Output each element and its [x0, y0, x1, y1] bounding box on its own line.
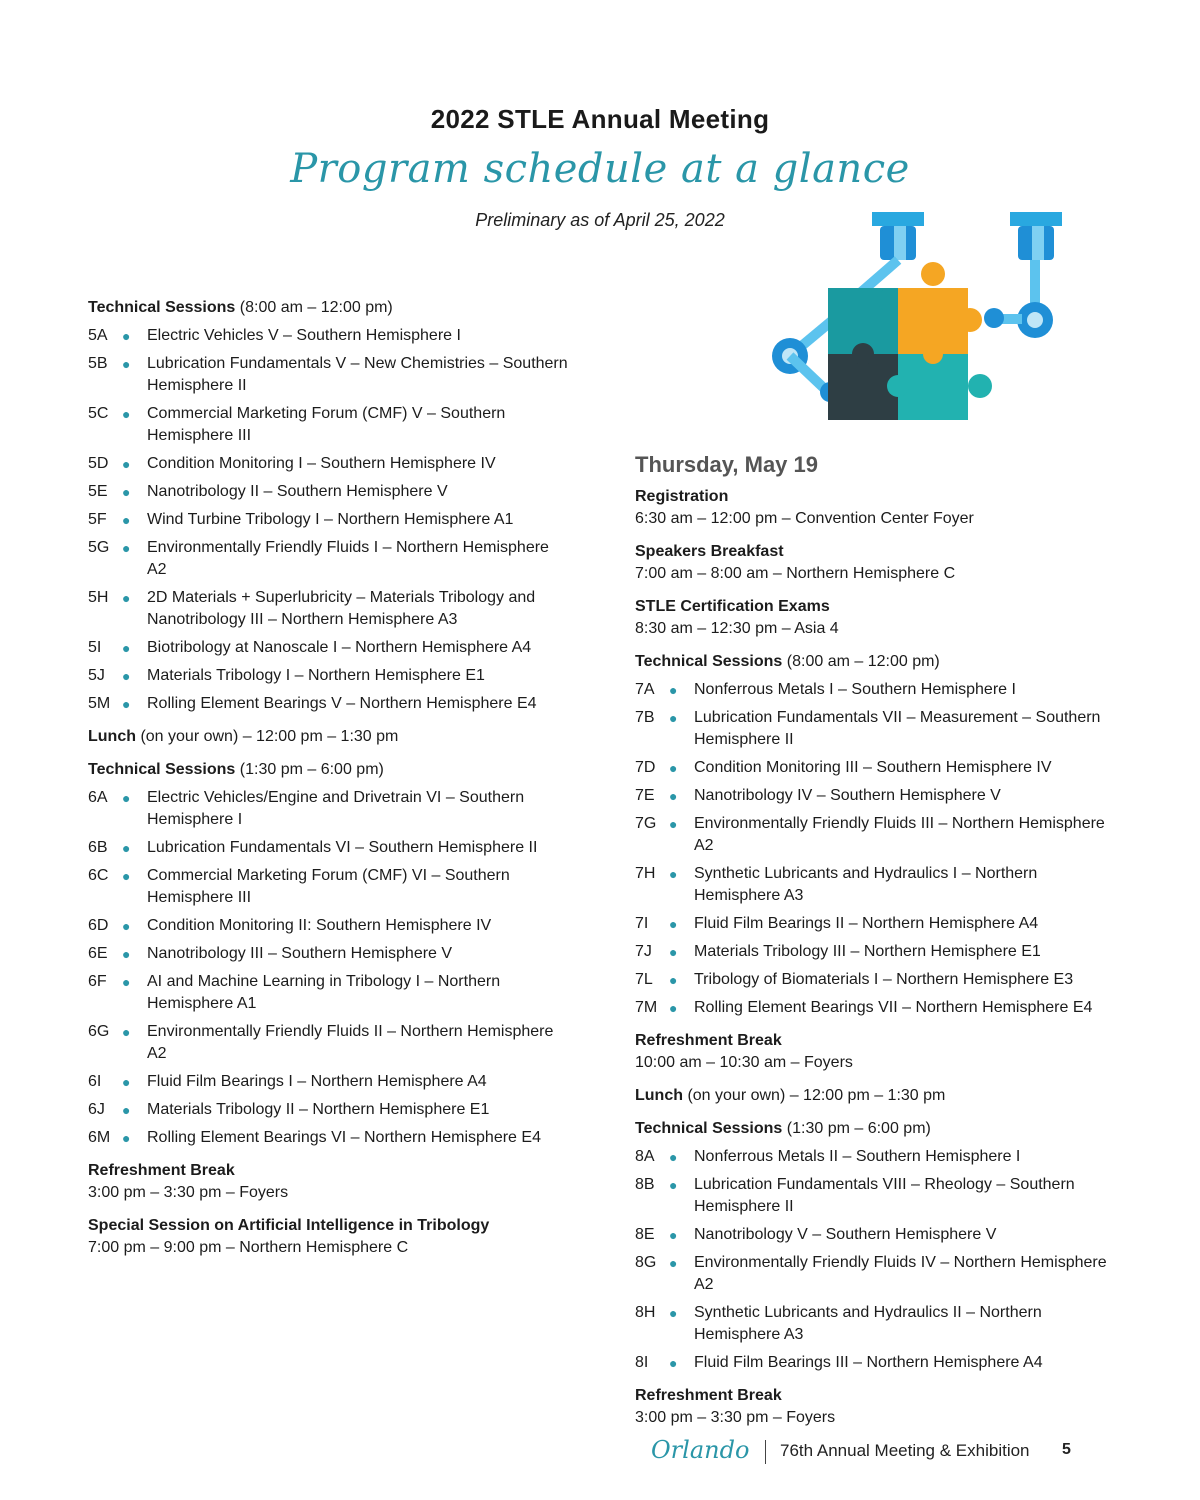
bullet-icon: ●	[122, 512, 131, 528]
group-heading	[635, 541, 1115, 563]
session-code: 7H	[635, 865, 656, 882]
schedule-group	[88, 1215, 568, 1259]
group-heading-label: Technical Sessions	[88, 761, 236, 778]
session-code: 7M	[635, 999, 658, 1016]
footer-city: Orlando	[651, 1436, 750, 1464]
session-code: 5I	[88, 639, 102, 656]
session-row	[88, 1099, 568, 1121]
session-row	[635, 863, 1115, 907]
schedule-group	[88, 297, 568, 715]
session-row	[635, 813, 1115, 857]
session-row	[635, 1252, 1115, 1296]
schedule-group	[635, 596, 1115, 640]
group-heading	[635, 1118, 1115, 1140]
session-row	[635, 1302, 1115, 1346]
session-row	[635, 1146, 1115, 1168]
session-code: 7L	[635, 971, 653, 988]
group-heading-note: (on your own) – 12:00 pm – 1:30 pm	[683, 1087, 946, 1104]
schedule-group	[635, 541, 1115, 585]
session-title: Commercial Marketing Forum (CMF) V – Southern Hemisphere III	[147, 405, 506, 444]
schedule-group	[635, 1385, 1115, 1429]
session-row	[88, 403, 568, 447]
group-heading-label: Speakers Breakfast	[635, 543, 784, 560]
session-code: 5M	[88, 695, 111, 712]
session-code: 6I	[88, 1073, 102, 1090]
group-heading	[88, 759, 568, 781]
session-row	[635, 1352, 1115, 1374]
bullet-icon: ●	[669, 1000, 678, 1016]
group-heading-note: (1:30 pm – 6:00 pm)	[782, 1120, 931, 1137]
session-code: 5G	[88, 539, 110, 556]
session-title: Environmentally Friendly Fluids IV – Northern Hemisphere A2	[694, 1254, 1107, 1293]
session-code: 5D	[88, 455, 109, 472]
session-title: AI and Machine Learning in Tribology I – Northern Hemisphere A1	[147, 973, 501, 1012]
session-list	[88, 787, 568, 1149]
group-heading-label: Refreshment Break	[635, 1032, 782, 1049]
group-heading-label: Registration	[635, 488, 729, 505]
bullet-icon: ●	[122, 868, 131, 884]
page-footer	[0, 1436, 1200, 1468]
session-code: 6M	[88, 1129, 111, 1146]
group-heading-note: (on your own) – 12:00 pm – 1:30 pm	[136, 728, 399, 745]
bullet-icon: ●	[669, 1355, 678, 1371]
session-title: Environmentally Friendly Fluids I – Northern Hemisphere A2	[147, 539, 549, 578]
group-heading	[88, 297, 568, 319]
group-heading-label: Refreshment Break	[635, 1387, 782, 1404]
session-row	[635, 757, 1115, 779]
session-title: Nonferrous Metals II – Southern Hemisphere I	[694, 1148, 1021, 1165]
session-row	[88, 1127, 568, 1149]
session-code: 5A	[88, 327, 108, 344]
group-time-location: 6:30 am – 12:00 pm – Convention Center Foyer	[635, 510, 974, 527]
session-title: Lubrication Fundamentals VIII – Rheology – Southern Hemisphere II	[694, 1176, 1075, 1215]
session-row	[88, 693, 568, 715]
session-title: Fluid Film Bearings II – Northern Hemisphere A4	[694, 915, 1039, 932]
bullet-icon: ●	[122, 1074, 131, 1090]
group-time-location: 7:00 am – 8:00 am – Northern Hemisphere C	[635, 565, 956, 582]
session-code: 8G	[635, 1254, 657, 1271]
session-row	[635, 941, 1115, 963]
session-code: 6D	[88, 917, 109, 934]
session-code: 8B	[635, 1176, 655, 1193]
session-title: Biotribology at Nanoscale I – Northern Hemisphere A4	[147, 639, 532, 656]
session-title: Lubrication Fundamentals VI – Southern Hemisphere II	[147, 839, 538, 856]
group-heading	[88, 1160, 568, 1182]
session-code: 7G	[635, 815, 657, 832]
session-title: Fluid Film Bearings III – Northern Hemisphere A4	[694, 1354, 1043, 1371]
session-code: 5C	[88, 405, 109, 422]
group-heading	[88, 726, 568, 748]
preliminary-note: Preliminary as of April 25, 2022	[475, 210, 725, 230]
bullet-icon: ●	[122, 1130, 131, 1146]
bullet-icon: ●	[122, 974, 131, 990]
group-time-location: 7:00 pm – 9:00 pm – Northern Hemisphere C	[88, 1239, 409, 1256]
session-row	[88, 665, 568, 687]
session-code: 5E	[88, 483, 108, 500]
group-heading	[635, 1085, 1115, 1107]
group-heading-note: (8:00 am – 12:00 pm)	[235, 299, 393, 316]
session-row	[88, 865, 568, 909]
session-row	[88, 837, 568, 859]
session-row	[635, 707, 1115, 751]
bullet-icon: ●	[669, 944, 678, 960]
schedule-group	[88, 1160, 568, 1204]
session-code: 7E	[635, 787, 655, 804]
session-row	[88, 509, 568, 531]
session-row	[635, 679, 1115, 701]
wednesday-schedule-column	[88, 297, 568, 1270]
session-code: 8I	[635, 1354, 649, 1371]
session-row	[88, 325, 568, 347]
meeting-title: 2022 STLE Annual Meeting	[430, 104, 770, 134]
session-row	[88, 637, 568, 659]
bullet-icon: ●	[669, 972, 678, 988]
robot-arms-puzzle-icon	[768, 208, 1068, 428]
session-row	[635, 969, 1115, 991]
group-heading-label: Lunch	[635, 1087, 683, 1104]
bullet-icon: ●	[122, 356, 131, 372]
session-title: Rolling Element Bearings V – Northern Hemisphere E4	[147, 695, 537, 712]
session-code: 6E	[88, 945, 108, 962]
session-code: 7I	[635, 915, 649, 932]
session-code: 7B	[635, 709, 655, 726]
bullet-icon: ●	[122, 640, 131, 656]
bullet-icon: ●	[122, 406, 131, 422]
bullet-icon: ●	[122, 668, 131, 684]
session-title: Materials Tribology I – Northern Hemisphere E1	[147, 667, 485, 684]
session-list	[88, 325, 568, 715]
group-heading-note: (1:30 pm – 6:00 pm)	[235, 761, 384, 778]
group-time-location: 10:00 am – 10:30 am – Foyers	[635, 1054, 853, 1071]
schedule-group	[88, 726, 568, 748]
group-heading	[635, 596, 1115, 618]
session-row	[88, 453, 568, 475]
bullet-icon: ●	[122, 1024, 131, 1040]
bullet-icon: ●	[669, 816, 678, 832]
session-title: Lubrication Fundamentals V – New Chemistries – Southern Hemisphere II	[147, 355, 568, 394]
session-row	[88, 915, 568, 937]
bullet-icon: ●	[669, 1227, 678, 1243]
session-title: Condition Monitoring I – Southern Hemisphere IV	[147, 455, 496, 472]
session-code: 7A	[635, 681, 655, 698]
bullet-icon: ●	[122, 918, 131, 934]
session-code: 6G	[88, 1023, 110, 1040]
session-row	[88, 353, 568, 397]
session-title: Electric Vehicles/Engine and Drivetrain VI – Southern Hemisphere I	[147, 789, 525, 828]
bullet-icon: ●	[669, 1177, 678, 1193]
schedule-group	[635, 651, 1115, 1019]
session-title: Wind Turbine Tribology I – Northern Hemisphere A1	[147, 511, 514, 528]
group-heading	[635, 651, 1115, 673]
bullet-icon: ●	[122, 696, 131, 712]
group-heading	[635, 1030, 1115, 1052]
group-heading-label: Special Session on Artificial Intelligence in Tribology	[88, 1217, 490, 1234]
bullet-icon: ●	[669, 710, 678, 726]
bullet-icon: ●	[122, 328, 131, 344]
session-title: Commercial Marketing Forum (CMF) VI – Southern Hemisphere III	[147, 867, 510, 906]
session-title: Nanotribology V – Southern Hemisphere V	[694, 1226, 997, 1243]
group-heading-label: Technical Sessions	[88, 299, 236, 316]
session-row	[88, 537, 568, 581]
session-row	[88, 587, 568, 631]
session-title: Nonferrous Metals I – Southern Hemisphere I	[694, 681, 1016, 698]
group-heading-label: Refreshment Break	[88, 1162, 235, 1179]
bullet-icon: ●	[122, 484, 131, 500]
session-row	[88, 943, 568, 965]
session-code: 6A	[88, 789, 108, 806]
bullet-icon: ●	[669, 1255, 678, 1271]
bullet-icon: ●	[122, 840, 131, 856]
schedule-group	[635, 1030, 1115, 1074]
bullet-icon: ●	[669, 866, 678, 882]
bullet-icon: ●	[669, 682, 678, 698]
session-code: 7D	[635, 759, 656, 776]
schedule-group	[635, 1085, 1115, 1107]
session-code: 6C	[88, 867, 109, 884]
session-title: Electric Vehicles V – Southern Hemisphere I	[147, 327, 461, 344]
session-title: Nanotribology III – Southern Hemisphere V	[147, 945, 453, 962]
session-title: Materials Tribology III – Northern Hemisphere E1	[694, 943, 1041, 960]
session-title: 2D Materials + Superlubricity – Materials Tribology and Nanotribology III – Northern Hemisphere A3	[147, 589, 536, 628]
session-title: Lubrication Fundamentals VII – Measurement – Southern Hemisphere II	[694, 709, 1101, 748]
session-title: Synthetic Lubricants and Hydraulics II – Northern Hemisphere A3	[694, 1304, 1042, 1343]
group-time-location: 3:00 pm – 3:30 pm – Foyers	[88, 1184, 289, 1201]
group-time-location: 3:00 pm – 3:30 pm – Foyers	[635, 1409, 836, 1426]
session-row	[635, 785, 1115, 807]
group-heading	[88, 1215, 568, 1237]
session-code: 6F	[88, 973, 107, 990]
footer-event-name: 76th Annual Meeting & Exhibition	[780, 1441, 1030, 1460]
bullet-icon: ●	[669, 1305, 678, 1321]
session-code: 8E	[635, 1226, 655, 1243]
session-title: Nanotribology IV – Southern Hemisphere V	[694, 787, 1001, 804]
program-schedule-title: Program schedule at a glance	[290, 146, 910, 192]
bullet-icon: ●	[122, 946, 131, 962]
session-code: 5H	[88, 589, 109, 606]
session-row	[88, 481, 568, 503]
bullet-icon: ●	[122, 590, 131, 606]
schedule-group	[635, 1118, 1115, 1374]
schedule-group	[635, 486, 1115, 530]
session-title: Tribology of Biomaterials I – Northern Hemisphere E3	[694, 971, 1074, 988]
session-title: Rolling Element Bearings VI – Northern Hemisphere E4	[147, 1129, 541, 1146]
session-title: Rolling Element Bearings VII – Northern Hemisphere E4	[694, 999, 1093, 1016]
session-row	[635, 997, 1115, 1019]
bullet-icon: ●	[669, 1149, 678, 1165]
session-code: 5F	[88, 511, 107, 528]
session-title: Fluid Film Bearings I – Northern Hemisphere A4	[147, 1073, 487, 1090]
group-heading-note: (8:00 am – 12:00 pm)	[782, 653, 940, 670]
session-title: Condition Monitoring II: Southern Hemisphere IV	[147, 917, 492, 934]
session-code: 5B	[88, 355, 108, 372]
session-code: 6B	[88, 839, 108, 856]
page-number: 5	[1062, 1441, 1071, 1458]
session-title: Synthetic Lubricants and Hydraulics I – Northern Hemisphere A3	[694, 865, 1038, 904]
session-row	[635, 913, 1115, 935]
session-title: Environmentally Friendly Fluids III – Northern Hemisphere A2	[694, 815, 1105, 854]
group-heading-label: Technical Sessions	[635, 653, 783, 670]
session-list	[635, 1146, 1115, 1374]
bullet-icon: ●	[669, 788, 678, 804]
session-title: Environmentally Friendly Fluids II – Northern Hemisphere A2	[147, 1023, 554, 1062]
group-heading-label: Lunch	[88, 728, 136, 745]
bullet-icon: ●	[669, 916, 678, 932]
group-heading-label: Technical Sessions	[635, 1120, 783, 1137]
group-heading-label: STLE Certification Exams	[635, 598, 830, 615]
thursday-schedule-column	[635, 452, 1115, 1440]
bullet-icon: ●	[122, 456, 131, 472]
session-code: 6J	[88, 1101, 105, 1118]
session-title: Materials Tribology II – Northern Hemisphere E1	[147, 1101, 490, 1118]
group-time-location: 8:30 am – 12:30 pm – Asia 4	[635, 620, 839, 637]
group-heading	[635, 1385, 1115, 1407]
schedule-group	[88, 759, 568, 1149]
session-title: Condition Monitoring III – Southern Hemisphere IV	[694, 759, 1052, 776]
session-row	[635, 1224, 1115, 1246]
session-code: 8A	[635, 1148, 655, 1165]
footer-divider	[765, 1440, 766, 1464]
session-row	[88, 1021, 568, 1065]
session-row	[635, 1174, 1115, 1218]
bullet-icon: ●	[122, 540, 131, 556]
session-code: 5J	[88, 667, 105, 684]
session-row	[88, 1071, 568, 1093]
bullet-icon: ●	[669, 760, 678, 776]
bullet-icon: ●	[122, 790, 131, 806]
bullet-icon: ●	[122, 1102, 131, 1118]
session-row	[88, 787, 568, 831]
group-heading	[635, 486, 1115, 508]
session-list	[635, 679, 1115, 1019]
session-title: Nanotribology II – Southern Hemisphere V	[147, 483, 448, 500]
day-heading-thursday: Thursday, May 19	[635, 452, 818, 477]
session-code: 7J	[635, 943, 652, 960]
session-code: 8H	[635, 1304, 656, 1321]
session-row	[88, 971, 568, 1015]
